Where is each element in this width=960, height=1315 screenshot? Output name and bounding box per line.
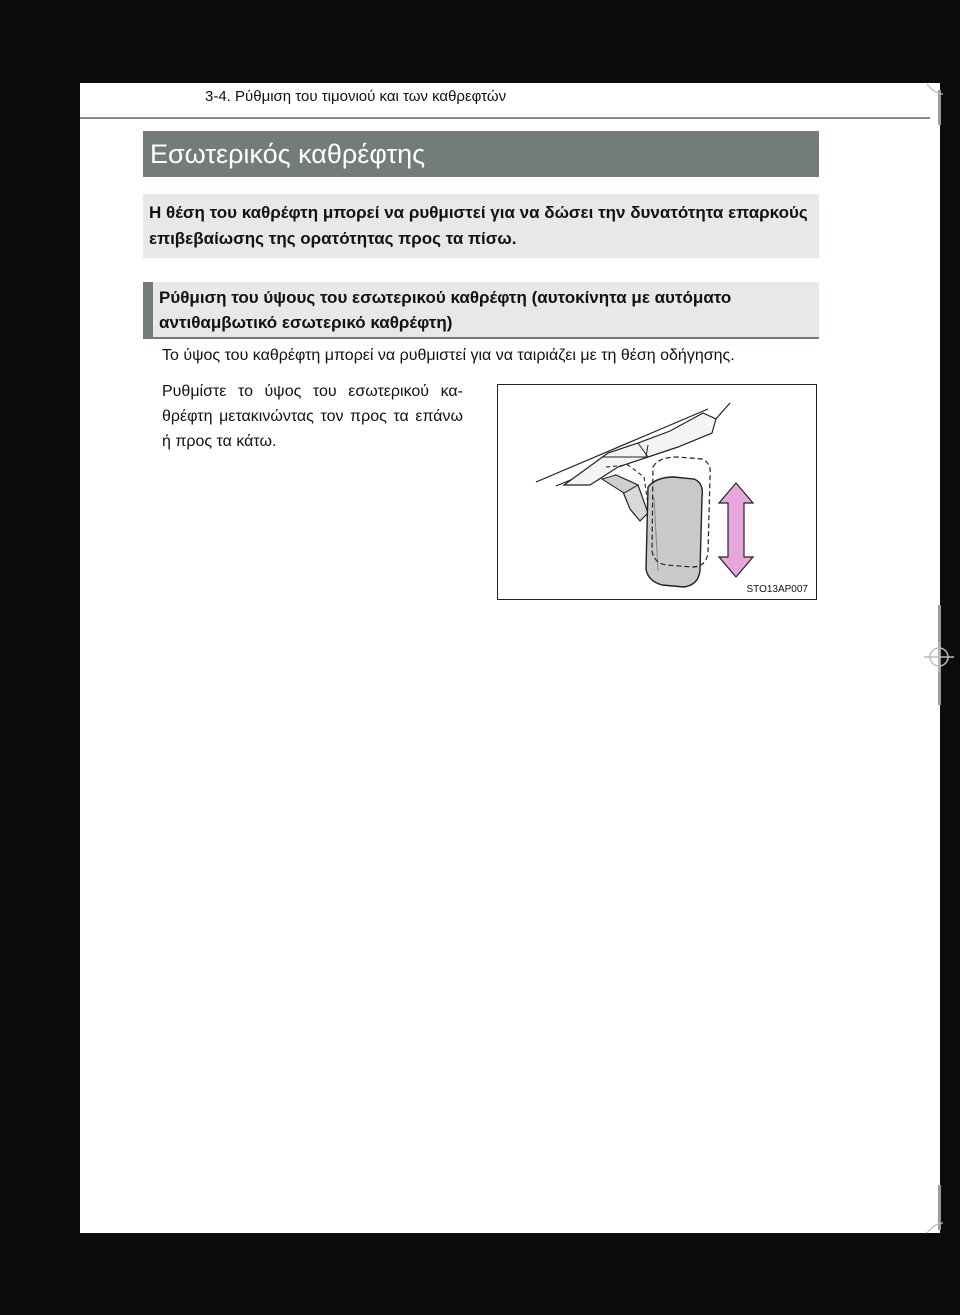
section-title: Εσωτερικός καθρέφτης [143, 131, 819, 177]
mirror-drawing [498, 385, 816, 599]
figure-code: STO13AP007 [746, 584, 808, 595]
header-divider [80, 117, 930, 119]
manual-page [80, 83, 940, 1233]
subsection-divider [143, 337, 819, 339]
subsection-heading: Ρύθμιση του ύψους του εσωτερικού καθρέφτη (αυτοκίνητα με αυτόματο αντιθαμβωτικό εσωτερικό καθρέφτη) [143, 282, 819, 338]
registration-mark-icon [922, 640, 956, 674]
crop-mark-icon [925, 1215, 945, 1235]
mirror-illustration [497, 384, 817, 600]
intro-box: Η θέση του καθρέφτη μπορεί να ρυθμιστεί για να δώσει την δυνατότητα επαρκούς επιβεβαίωσης της ορατότητας προς τα πίσω. [143, 194, 819, 258]
crop-mark-icon [925, 82, 945, 102]
body-text: Το ύψος του καθρέφτη μπορεί να ρυθμιστεί για να ταιριάζει με τη θέση οδήγησης. [162, 347, 735, 364]
breadcrumb: 3-4. Ρύθμιση του τιμονιού και των καθρεφτών [205, 88, 507, 105]
instruction-text: Ρυθμίστε το ύψος του εσωτερικού κα-θρέφτη μετακινώντας τον προς τα επάνω ή προς τα κάτω. [162, 383, 463, 450]
